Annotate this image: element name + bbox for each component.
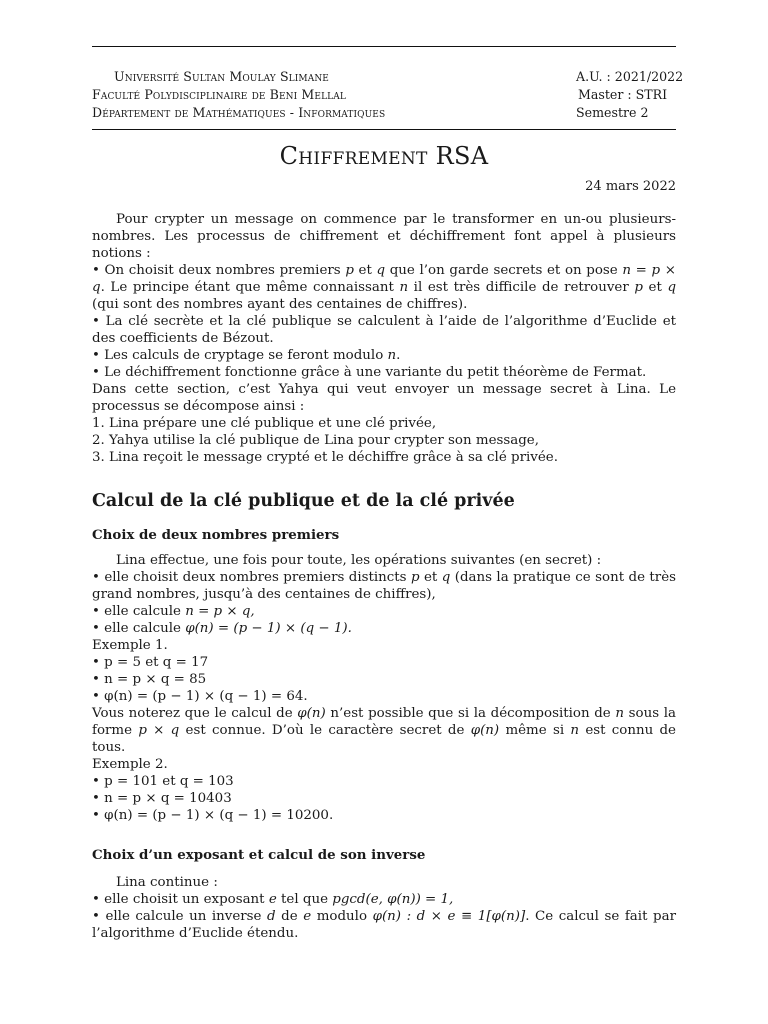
phi-secrecy-note: Vous noterez que le calcul de φ(n) n’est possible que si la décomposition de n sous la forme p × q est connue. D’où le caractère secret de φ(n) même si n est connu de tous. — [92, 706, 676, 755]
primes-intro: Lina effectue, une fois pour toute, les opérations suivantes (en secret) : — [116, 553, 602, 568]
intro-bullet-fermat: • Le déchiffrement fonctionne grâce à une variante du petit théorème de Fermat. — [92, 365, 647, 380]
top-rule — [92, 46, 676, 47]
example-1-line-2: • n = p × q = 85 — [92, 672, 207, 687]
primes-bullet-phi: • elle calcule φ(n) = (p − 1) × (q − 1). — [92, 621, 352, 636]
example-2-line-2: • n = p × q = 10403 — [92, 791, 232, 806]
academic-year: A.U. : 2021/2022 — [576, 69, 684, 84]
intro-bullet-primes: • On choisit deux nombres premiers p et q que l’on garde secrets et on pose n = p × q. Le principe étant que même connaissant n il est très difficile de retrouver p et q (qui sont des nombres ayant des centaines de chiffres). — [92, 263, 677, 312]
intro-step-3: 3. Lina reçoit le message crypté et le déchiffre grâce à sa clé privée. — [92, 450, 558, 465]
subsection-heading-exponent: Choix d’un exposant et calcul de son inverse — [92, 847, 426, 863]
intro-bullet-keys: • La clé secrète et la clé publique se calculent à l’aide de l’algorithme d’Euclide et des coefficients de Bézout. — [92, 314, 676, 346]
header-bottom-rule — [92, 129, 676, 130]
exponent-bullet-choose: • elle choisit un exposant e tel que pgcd(e, φ(n)) = 1, — [92, 892, 454, 907]
intro-scenario: Dans cette section, c’est Yahya qui veut envoyer un message secret à Lina. Le processus se décompose ainsi : — [92, 382, 676, 414]
intro-step-2: 2. Yahya utilise la clé publique de Lina pour crypter son message, — [92, 433, 539, 448]
exponent-intro: Lina continue : — [116, 875, 218, 890]
primes-bullet-choose: • elle choisit deux nombres premiers distincts p et q (dans la pratique ce sont de très grand nombres, jusqu’à des centaines de chiffres), — [92, 570, 677, 602]
example-1-line-3: • φ(n) = (p − 1) × (q − 1) = 64. — [92, 689, 308, 704]
exponent-bullet-inverse: • elle calcule un inverse d de e modulo φ(n) : d × e ≡ 1[φ(n)]. Ce calcul se fait par l’algorithme d’Euclide étendu. — [92, 909, 676, 941]
primes-bullet-n: • elle calcule n = p × q, — [92, 604, 255, 619]
intro-step-1: 1. Lina prépare une clé publique et une clé privée, — [92, 416, 437, 431]
example-2-line-3: • φ(n) = (p − 1) × (q − 1) = 10200. — [92, 808, 334, 823]
intro-section — [92, 211, 676, 466]
university-name: Université Sultan Moulay Slimane — [114, 69, 329, 84]
section-heading-keys: Calcul de la clé publique et de la clé privée — [92, 491, 515, 511]
program-name: Master : STRI — [578, 87, 668, 102]
department-name: Département de Mathématiques - Informatiques — [92, 105, 386, 120]
intro-paragraph: Pour crypter un message on commence par le transformer en un-ou plusieurs- nombres. Les processus de chiffrement et déchiffrement font appel à plusieurs notions : — [92, 212, 676, 261]
subsection-heading-primes: Choix de deux nombres premiers — [92, 527, 340, 543]
intro-bullet-modulo: • Les calculs de cryptage se feront modulo n. — [92, 348, 401, 363]
exponent-section — [92, 874, 676, 942]
example-2-label: Exemple 2. — [92, 757, 168, 772]
semester: Semestre 2 — [576, 105, 649, 120]
document-title: Chiffrement RSA — [279, 142, 489, 170]
document-date: 24 mars 2022 — [585, 179, 676, 194]
example-2-line-1: • p = 101 et q = 103 — [92, 774, 234, 789]
example-1-line-1: • p = 5 et q = 17 — [92, 655, 209, 670]
faculty-name: Faculté Polydisciplinaire de Beni Mellal — [92, 87, 346, 102]
example-1-label: Exemple 1. — [92, 638, 168, 653]
primes-section — [92, 552, 676, 824]
header-block — [92, 68, 684, 122]
